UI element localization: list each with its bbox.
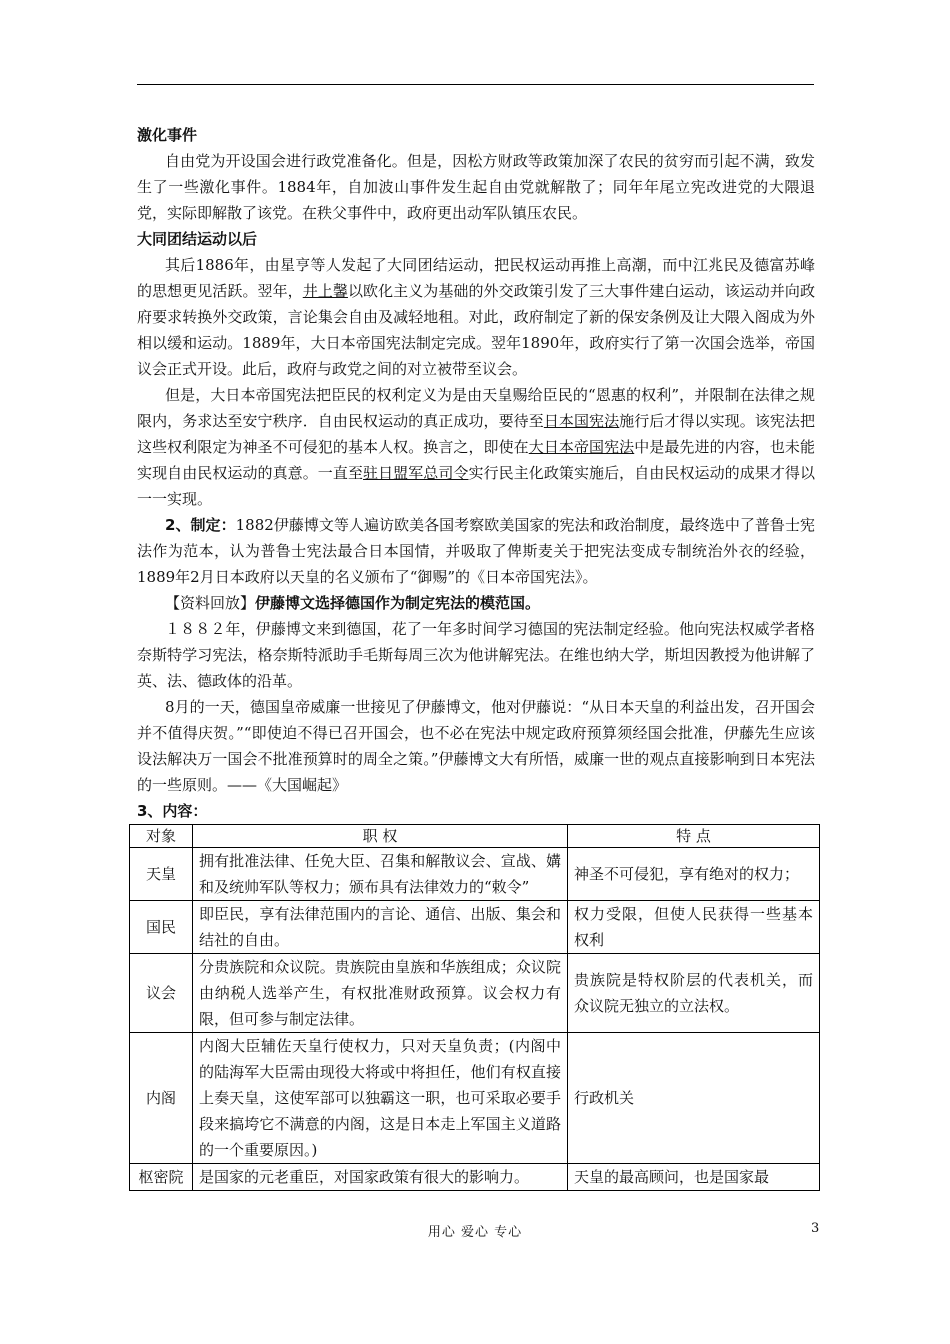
row-object: 国民: [130, 901, 193, 954]
row-power: 是国家的元老重臣，对国家政策有很大的影响力。: [193, 1164, 568, 1191]
table-row: [130, 901, 820, 954]
row-object: 议会: [130, 954, 193, 1033]
constitution-content-table: [129, 824, 820, 1191]
page-number: 3: [811, 1221, 820, 1236]
section-heading-radical-events: 激化事件: [137, 126, 198, 144]
link-inoue-kaoru[interactable]: 井上馨: [302, 282, 348, 300]
header-power: 职 权: [193, 825, 568, 848]
row-object: 天皇: [130, 848, 193, 901]
link-meiji-constitution[interactable]: 大日本帝国宪法: [528, 438, 635, 456]
row-feature: 神圣不可侵犯，享有绝对的权力；: [568, 848, 820, 901]
footer-motto: 用心 爱心 专心: [427, 1225, 523, 1240]
row-power: 拥有批准法律、任免大臣、召集和解散议会、宣战、媾和及统帅军队等权力；颁布具有法律效力的“敕令”: [193, 848, 568, 901]
row-object: 枢密院: [130, 1164, 193, 1191]
table-row: [130, 1033, 820, 1164]
header-object: 对象: [130, 825, 193, 848]
material-review-tag: 【资料回放】: [165, 594, 256, 612]
table-row: [130, 1164, 820, 1191]
row-feature: 权力受限，但使人民获得一些基本权利: [568, 901, 820, 954]
paragraph-material-2: 8月的一天，德国皇帝威廉一世接见了伊藤博文，他对伊藤说：“从日本天皇的利益出发，召开国会并不值得庆贺。”“即使迫不得已召开国会，也不必在宪法中规定政府预算须经国会批准，伊藤先生应该设法解决万一国会不批准预算时的周全之策。”伊藤博文大有所悟，威廉一世的观点直接影响到日本宪法的一些原则。——《大国崛起》: [137, 698, 815, 794]
header-rule: [137, 84, 814, 85]
page-body: [137, 122, 815, 1191]
table-header-row: [130, 825, 820, 848]
row-feature: 天皇的最高顾问，也是国家最: [568, 1164, 820, 1191]
link-constitution-of-japan[interactable]: 日本国宪法: [543, 412, 620, 430]
paragraph-datong-1: 其后1886年，由星亨等人发起了大同团结运动，把民权运动再推上高潮，而中江兆民及德富苏峰的思想更见活跃。翌年，井上馨以欧化主义为基础的外交政策引发了三大事件建白运动，该运动并向政府要求转换外交政策，言论集会自由及减轻地租。对此，政府制定了新的保安条例及让大隈入阁成为外相以缓和运动。1889年，大日本帝国宪法制定完成。翌年1890年，政府实行了第一次国会选举，帝国议会正式开设。此后，政府与政党之间的对立被带至议会。: [137, 256, 815, 378]
section-heading-datong: 大同团结运动以后: [137, 230, 258, 248]
material-review-title: 【资料回放】伊藤博文选择德国作为制定宪法的模范国。: [165, 594, 541, 612]
link-ghq[interactable]: 驻日盟军总司令: [363, 464, 469, 482]
row-power: 内阁大臣辅佐天皇行使权力，只对天皇负责；(内阁中的陆海军大臣需由现役大将或中将担任，他们有权直接上奏天皇，这使军部可以独霸这一职，也可采取必要手段来搞垮它不满意的内阁，这是日本走上军国主义道路的一个重要原因。): [193, 1033, 568, 1164]
row-feature: 行政机关: [568, 1033, 820, 1164]
header-feature: 特 点: [568, 825, 820, 848]
paragraph-material-1: １８８２年，伊藤博文来到德国，花了一年多时间学习德国的宪法制定经验。他向宪法权威学者格奈斯特学习宪法，格奈斯特派助手毛斯每周三次为他讲解宪法。在维也纳大学，斯坦因教授为他讲解了英、法、德政体的沿革。: [137, 620, 815, 690]
row-power: 即臣民，享有法律范围内的言论、通信、出版、集会和结社的自由。: [193, 901, 568, 954]
row-feature: 贵族院是特权阶层的代表机关，而众议院无独立的立法权。: [568, 954, 820, 1033]
paragraph-radical-events: 自由党为开设国会进行政党准备化。但是，因松方财政等政策加深了农民的贫穷而引起不满，致发生了一些激化事件。1884年，自加波山事件发生起自由党就解散了；同年年尾立宪改进党的大隈退党，实际即解散了该党。在秩父事件中，政府更出动军队镇压农民。: [137, 152, 815, 222]
paragraph-datong-2: 但是，大日本帝国宪法把臣民的权利定义为是由天皇赐给臣民的“恩惠的权利”，并限制在法律之规限内，务求达至安宁秩序．自由民权运动的真正成功，要待至日本国宪法施行后才得以实现。该宪法把这些权利限定为神圣不可侵犯的基本人权。换言之，即使在大日本帝国宪法中是最先进的内容，也未能实现自由民权运动的真意。一直至驻日盟军总司令实行民主化政策实施后，自由民权运动的成果才得以一一实现。: [137, 386, 815, 508]
enactment-label: 2、制定：: [165, 516, 236, 534]
paragraph-enactment: 2、制定：1882伊藤博文等人遍访欧美各国考察欧美国家的宪法和政治制度，最终选中了普鲁士宪法作为范本，认为普鲁士宪法最合日本国情，并吸取了俾斯麦关于把宪法变成专制统治外衣的经验，1889年2月日本政府以天皇的名义颁布了“御赐”的《日本帝国宪法》。: [137, 516, 815, 586]
row-object: 内阁: [130, 1033, 193, 1164]
row-power: 分贵族院和众议院。贵族院由皇族和华族组成；众议院由纳税人选举产生，有权批准财政预算。议会权力有限，但可参与制定法律。: [193, 954, 568, 1033]
content-label: 3、内容：: [137, 802, 208, 820]
table-row: [130, 848, 820, 901]
table-row: [130, 954, 820, 1033]
